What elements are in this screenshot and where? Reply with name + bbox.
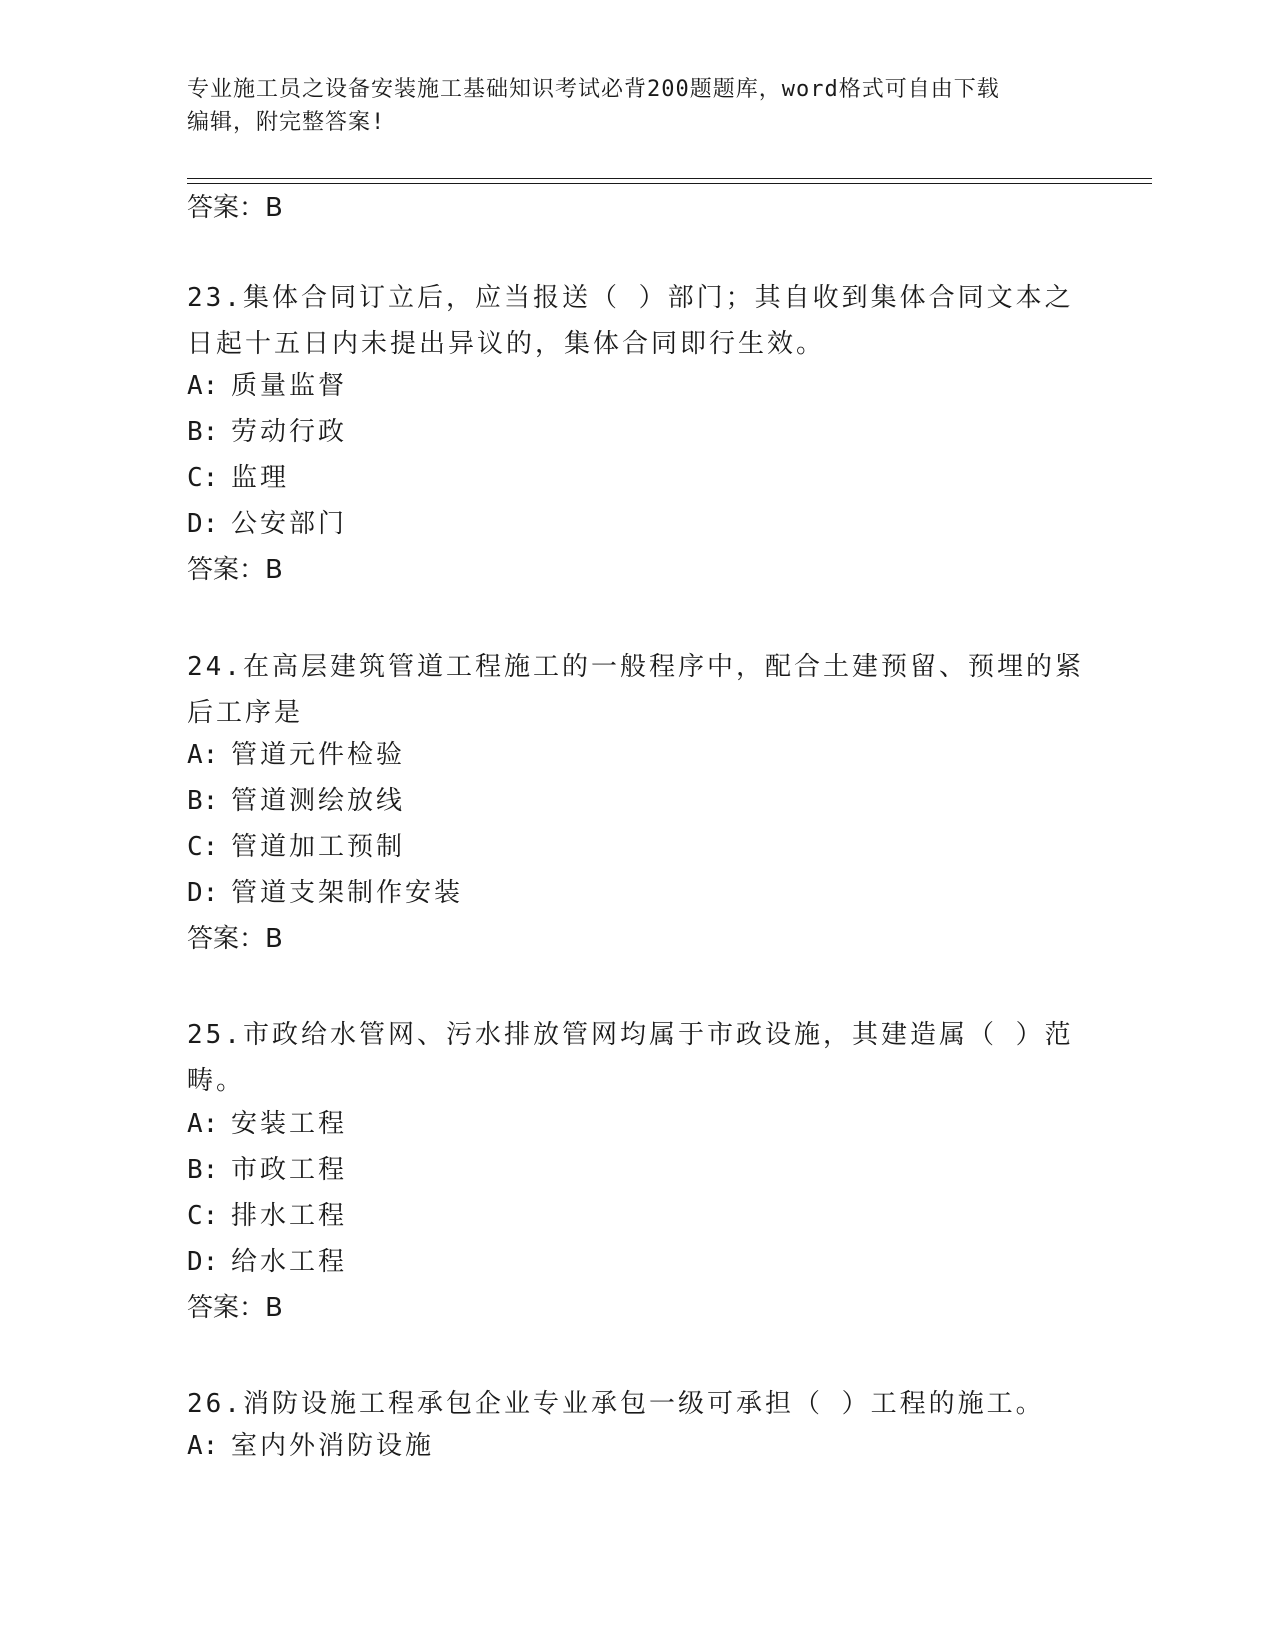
question-25-text-line-2: 畴。 [187,1066,246,1096]
question-24-option-c [187,829,405,865]
document-header [187,73,1087,139]
option-key: C: [187,463,219,493]
option-text: 管道支架制作安装 [231,878,464,908]
question-23 [187,275,1087,367]
option-text: 质量监督 [231,371,348,401]
question-24-text-line-2: 后工序是 [187,698,304,728]
option-key: B: [187,786,219,816]
question-26-text-line-1: 26.消防设施工程承包企业专业承包一级可承担（ ）工程的施工。 [187,1389,1045,1419]
header-divider-top [187,178,1152,179]
option-key: A: [187,740,219,770]
question-23-option-a [187,368,347,404]
option-text: 室内外消防设施 [231,1431,435,1461]
option-text: 排水工程 [231,1201,348,1231]
question-23-answer: 答案：B [187,555,283,585]
option-key: D: [187,509,219,539]
header-divider-bottom [187,183,1152,184]
question-25-option-c [187,1198,347,1234]
option-text: 给水工程 [231,1247,348,1277]
question-24-option-a [187,737,405,773]
option-text: 市政工程 [231,1155,348,1185]
question-25 [187,1012,1087,1104]
question-25-option-b [187,1152,347,1188]
option-text: 劳动行政 [231,417,348,447]
question-23-option-d [187,506,347,542]
option-text: 管道加工预制 [231,832,406,862]
question-24 [187,644,1087,736]
question-25-option-d [187,1244,347,1280]
option-key: D: [187,878,219,908]
option-text: 管道元件检验 [231,740,406,770]
question-26-option-a [187,1428,434,1464]
header-line-1: 专业施工员之设备安装施工基础知识考试必背200题题库，word格式可自由下载 [187,77,1000,102]
option-key: B: [187,1155,219,1185]
option-text: 安装工程 [231,1109,348,1139]
option-key: C: [187,1201,219,1231]
option-key: A: [187,1431,219,1461]
question-23-option-c [187,460,289,496]
previous-answer: 答案：B [187,193,283,223]
question-24-answer: 答案：B [187,924,283,954]
header-line-2: 编辑，附完整答案! [187,110,386,135]
question-23-text-line-1: 23.集体合同订立后，应当报送（ ）部门；其自收到集体合同文本之 [187,283,1074,313]
option-key: D: [187,1247,219,1277]
option-key: B: [187,417,219,447]
option-text: 管道测绘放线 [231,786,406,816]
option-text: 监理 [231,463,290,493]
option-key: A: [187,371,219,401]
question-25-option-a [187,1106,347,1142]
question-24-option-d [187,875,463,911]
question-25-text-line-1: 25.市政给水管网、污水排放管网均属于市政设施，其建造属（ ）范 [187,1020,1074,1050]
question-25-answer: 答案：B [187,1293,283,1323]
question-23-option-b [187,414,347,450]
option-text: 公安部门 [231,509,348,539]
question-23-text-line-2: 日起十五日内未提出异议的，集体合同即行生效。 [187,329,826,359]
question-24-option-b [187,783,405,819]
question-26 [187,1381,1087,1427]
option-key: C: [187,832,219,862]
question-24-text-line-1: 24.在高层建筑管道工程施工的一般程序中，配合土建预留、预埋的紧 [187,652,1084,682]
option-key: A: [187,1109,219,1139]
